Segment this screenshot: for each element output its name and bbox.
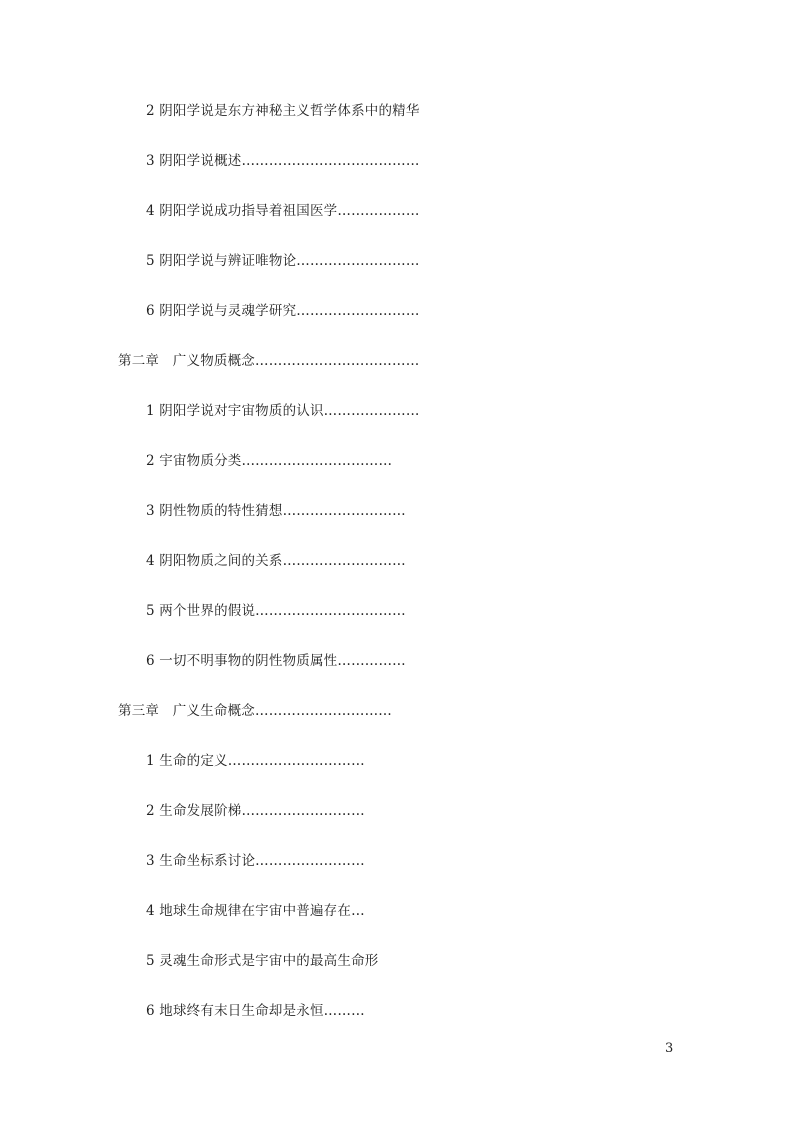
- toc-entry-unknown-things: 6 一切不明事物的阴性物质属性……………: [146, 653, 406, 669]
- toc-entry-life-coordinates: 3 生命坐标系讨论……………………: [146, 853, 365, 869]
- toc-entry-yin-matter-properties: 3 阴性物质的特性猜想………………………: [146, 503, 406, 519]
- toc-entry-two-worlds: 5 两个世界的假说……………………………: [146, 603, 406, 619]
- toc-entry-soul-life-form: 5 灵魂生命形式是宇宙中的最高生命形: [146, 953, 379, 969]
- toc-chapter-three: 第三章 广义生命概念…………………………: [118, 703, 392, 719]
- toc-entry-earth-life-laws: 4 地球生命规律在宇宙中普遍存在…: [146, 903, 365, 919]
- toc-entry-life-ladder: 2 生命发展阶梯………………………: [146, 803, 365, 819]
- toc-entry-life-eternal: 6 地球终有末日生命却是永恒………: [146, 1003, 365, 1019]
- toc-entry-yinyang-relation: 4 阴阳物质之间的关系………………………: [146, 553, 406, 569]
- toc-entry-yinyang-soul-study: 6 阴阳学说与灵魂学研究………………………: [146, 303, 420, 319]
- toc-entry-yinyang-materialism: 5 阴阳学说与辨证唯物论………………………: [146, 253, 420, 269]
- toc-entry-yinyang-medicine: 4 阴阳学说成功指导着祖国医学………………: [146, 203, 420, 219]
- toc-entry-life-definition: 1 生命的定义…………………………: [146, 753, 365, 769]
- page-number: 3: [665, 1041, 674, 1056]
- toc-entry-yinyang-overview: 3 阴阳学说概述…………………………………: [146, 153, 420, 169]
- toc-chapter-two: 第二章 广义物质概念………………………………: [118, 353, 420, 369]
- toc-entry-cosmic-matter-understanding: 1 阴阳学说对宇宙物质的认识…………………: [146, 403, 420, 419]
- toc-entry-yinyang-essence: 2 阴阳学说是东方神秘主义哲学体系中的精华: [146, 103, 420, 119]
- toc-entry-matter-classification: 2 宇宙物质分类……………………………: [146, 453, 393, 469]
